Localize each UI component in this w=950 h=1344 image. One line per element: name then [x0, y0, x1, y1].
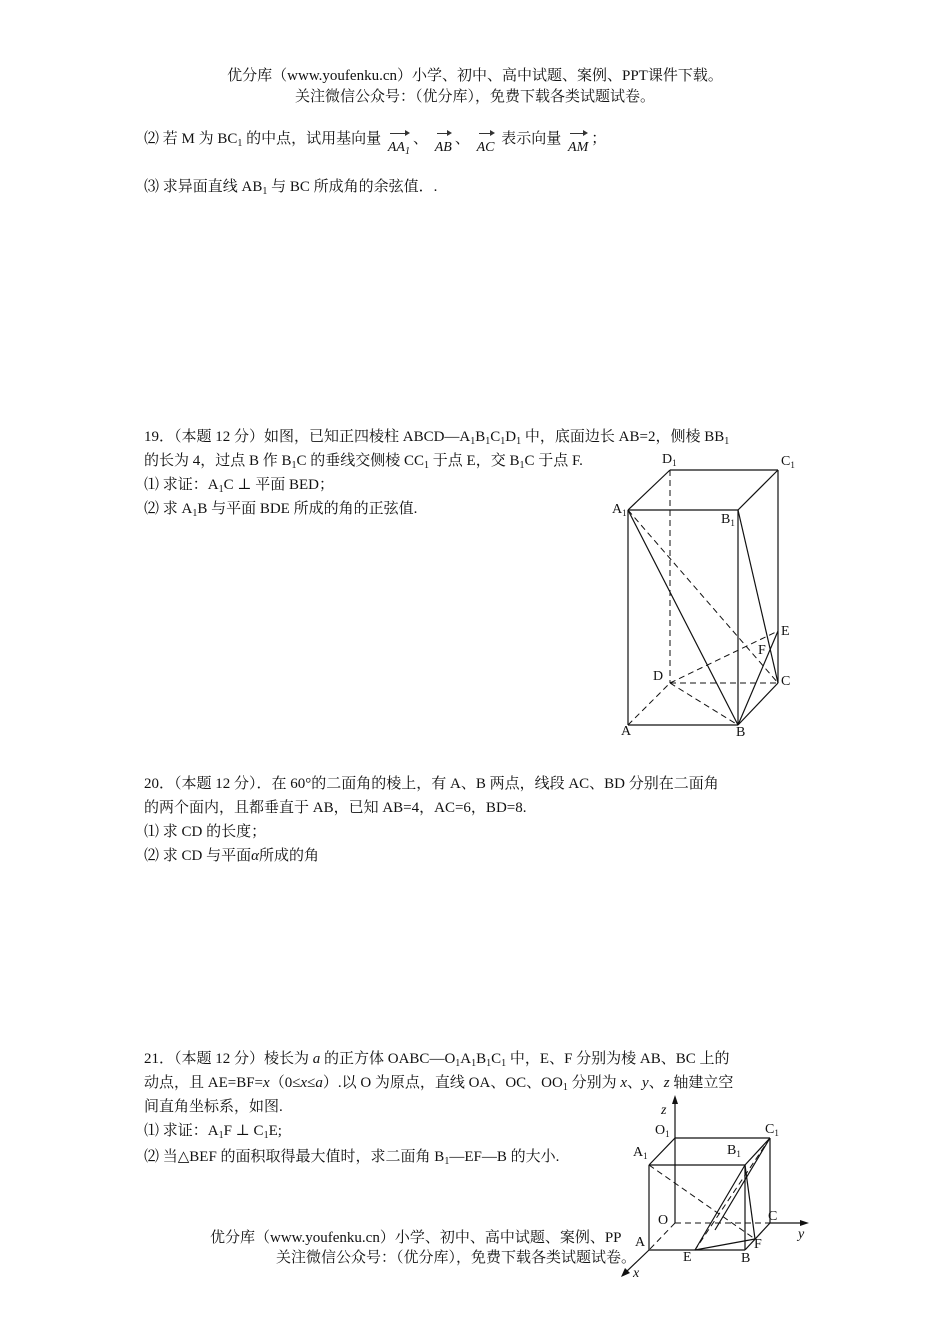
page-header-line1: 优分库（www.youfenku.cn）小学、初中、高中试题、案例、PPT课件下载。	[227, 68, 723, 84]
page-header-line2: 关注微信公众号：（优分库），免费下载各类试题试卷。	[294, 89, 655, 105]
q19-part1: ⑴ 求证：$A_1C$ ⊥ 平面 BED；	[144, 477, 334, 495]
q19-part2: ⑵ 求 $A_1B$ 与平面 BDE 所成的角的正弦值.	[144, 501, 418, 519]
label-B1: $B_1$	[721, 512, 735, 528]
vector-ac: AC	[477, 137, 495, 159]
label-F: F	[754, 1237, 762, 1252]
q21-line1: 21．（本题 12 分）棱长为 a 的正方体 $OABC—O_1A_1B_1C_1$ 中，E、F 分别为棱 AB、BC 上的	[144, 1051, 730, 1069]
label-B: B	[741, 1251, 751, 1266]
label-E: E	[781, 624, 790, 639]
axis-x-label: x	[633, 1266, 640, 1281]
label-A1: $A_1$	[612, 502, 627, 518]
q21-part2: ⑵ 当△BEF 的面积取得最大值时，求二面角 $B_1—EF—B$ 的大小.	[144, 1149, 560, 1167]
axis-y-label: y	[798, 1227, 805, 1242]
label-E: E	[683, 1250, 692, 1265]
label-C1: $C_1$	[765, 1122, 779, 1138]
q20-line1: 20．（本题 12 分）．在 60°的二面角的棱上，有 A、B 两点，线段 AC、BD 分别在二面角	[144, 776, 719, 792]
q18-part3: ⑶ 求异面直线 $AB_1$ 与 BC 所成角的余弦值．.	[144, 179, 438, 197]
q21-line2: 动点，且 AE=BF=x（0≤x≤a）.以 O 为原点，直线 OA、OC、$OO_1$ 分别为 x、y、z 轴建立空	[144, 1075, 734, 1093]
q19-prism-figure	[600, 445, 820, 745]
axis-z-label: z	[661, 1103, 667, 1118]
q19-line2: 的长为 4，过点 B 作 $B_1C$ 的垂线交侧棱 $CC_1$ 于点 E，交 $B_1C$ 于点 F.	[144, 453, 583, 471]
label-D: D	[653, 669, 664, 684]
label-D1: $D_1$	[662, 452, 677, 468]
page-footer-line2: 关注微信公众号：（优分库），免费下载各类试题试卷。	[276, 1250, 637, 1266]
label-C1: $C_1$	[781, 454, 795, 470]
q20-line2: 的两个面内，且都垂直于 AB，已知 AB=4，AC=6，BD=8.	[144, 800, 527, 816]
q18-part2: ⑵ 若 M 为 $BC_1$ 的中点，试用基向量 $AA_1$、 AB、 AC 表示向量 AM；	[144, 128, 606, 155]
q20-part2: ⑵ 求 CD 与平面α所成的角	[144, 848, 319, 864]
vector-ab: AB	[435, 137, 452, 159]
page-footer-line1: 优分库（www.youfenku.cn）小学、初中、高中试题、案例、PP	[210, 1230, 622, 1246]
label-C: C	[781, 674, 791, 689]
q21-part1: ⑴ 求证：$A_1F$ ⊥ $C_1E$;	[144, 1123, 282, 1141]
label-A: A	[635, 1235, 646, 1250]
label-A1: $A_1$	[633, 1145, 648, 1161]
q21-line3: 间直角坐标系，如图.	[144, 1099, 283, 1115]
q19-line1: 19．（本题 12 分）如图，已知正四棱柱 $ABCD—A_1B_1C_1D_1$ 中，底面边长 AB=2，侧棱 $BB_1$	[144, 429, 730, 447]
label-C: C	[768, 1209, 778, 1224]
label-B1: $B_1$	[727, 1143, 741, 1159]
label-O: O	[658, 1213, 669, 1228]
q21-cube-figure	[615, 1090, 825, 1290]
q20-part1: ⑴ 求 CD 的长度；	[144, 824, 267, 840]
label-B: B	[736, 725, 746, 740]
label-O1: $O_1$	[655, 1123, 670, 1139]
label-F: F	[758, 643, 766, 658]
vector-am: AM	[568, 137, 588, 159]
vector-aa1: $AA_1$	[388, 137, 410, 163]
label-A: A	[621, 724, 632, 739]
